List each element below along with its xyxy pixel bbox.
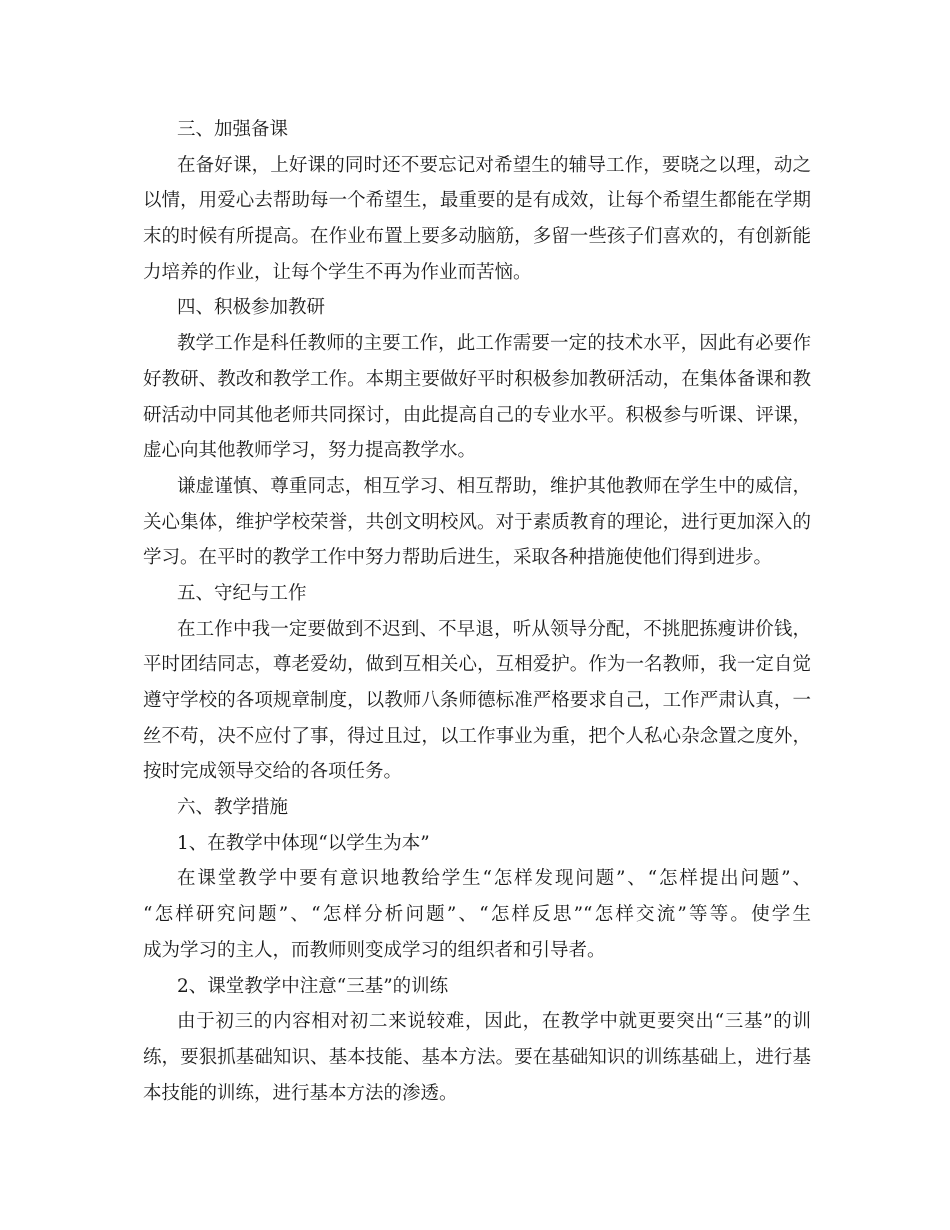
paragraph-line: 力培养的作业，让每个学生不再为作业而苦恼。 bbox=[143, 261, 532, 283]
paragraph-line: 研活动中同其他老师共同探讨，由此提高自己的专业水平。积极参与听课、评课， bbox=[143, 404, 811, 426]
paragraph-line: 在课堂教学中要有意识地教给学生“怎样发现问题”、“怎样提出问题”、 bbox=[177, 868, 811, 890]
paragraph-line: 平时团结同志，尊老爱幼，做到互相关心，互相爱护。作为一名教师，我一定自觉 bbox=[143, 654, 811, 676]
paragraph-line: 本技能的训练，进行基本方法的渗透。 bbox=[143, 1082, 458, 1104]
paragraph-line: 在备好课，上好课的同时还不要忘记对希望生的辅导工作，要晓之以理，动之 bbox=[177, 154, 811, 176]
paragraph-line: 练，要狠抓基础知识、基本技能、基本方法。要在基础知识的训练基础上，进行基 bbox=[143, 1046, 811, 1068]
paragraph-line: 学习。在平时的教学工作中努力帮助后进生，采取各种措施使他们得到进步。 bbox=[143, 547, 773, 569]
document-page bbox=[143, 112, 811, 1111]
paragraph-line: 在工作中我一定要做到不迟到、不早退，听从领导分配，不挑肥拣瘦讲价钱， bbox=[177, 618, 811, 640]
paragraph-line: 关心集体，维护学校荣誉，共创文明校风。对于素质教育的理论，进行更加深入的 bbox=[143, 511, 811, 533]
section-heading: 四、积极参加教研 bbox=[177, 297, 326, 319]
section-heading: 三、加强备课 bbox=[177, 119, 289, 140]
section-heading: 六、教学措施 bbox=[177, 797, 289, 819]
paragraph-line: 以情，用爱心去帮助每一个希望生，最重要的是有成效，让每个希望生都能在学期 bbox=[143, 190, 811, 212]
paragraph-line: 谦虚谨慎、尊重同志，相互学习、相互帮助，维护其他教师在学生中的威信， bbox=[177, 475, 811, 497]
subsection-heading: 1、在教学中体现“以学生为本” bbox=[177, 832, 430, 854]
paragraph-line: 成为学习的主人，而教师则变成学习的组织者和引导者。 bbox=[143, 939, 606, 961]
paragraph-line: 遵守学校的各项规章制度，以教师八条师德标准严格要求自己，工作严肃认真，一 bbox=[143, 690, 811, 711]
paragraph-line: 由于初三的内容相对初二来说较难，因此，在教学中就更要突出“三基”的训 bbox=[177, 1011, 811, 1033]
paragraph-line: “怎样研究问题”、“怎样分析问题”、“怎样反思”“怎样交流”等等。使学生 bbox=[143, 904, 811, 926]
section-heading: 五、守纪与工作 bbox=[177, 582, 307, 604]
subsection-heading: 2、课堂教学中注意“三基”的训练 bbox=[177, 975, 449, 997]
paragraph-line: 好教研、教改和教学工作。本期主要做好平时积极参加教研活动，在集体备课和教 bbox=[143, 368, 811, 390]
paragraph-line: 丝不苟，决不应付了事，得过且过，以工作事业为重，把个人私心杂念置之度外， bbox=[143, 725, 811, 747]
paragraph-line: 虚心向其他教师学习，努力提高教学水。 bbox=[143, 440, 477, 462]
paragraph-line: 按时完成领导交给的各项任务。 bbox=[143, 761, 403, 783]
paragraph-line: 末的时候有所提高。在作业布置上要多动脑筋，多留一些孩子们喜欢的，有创新能 bbox=[143, 226, 811, 248]
paragraph-line: 教学工作是科任教师的主要工作，此工作需要一定的技术水平，因此有必要作 bbox=[177, 333, 811, 355]
